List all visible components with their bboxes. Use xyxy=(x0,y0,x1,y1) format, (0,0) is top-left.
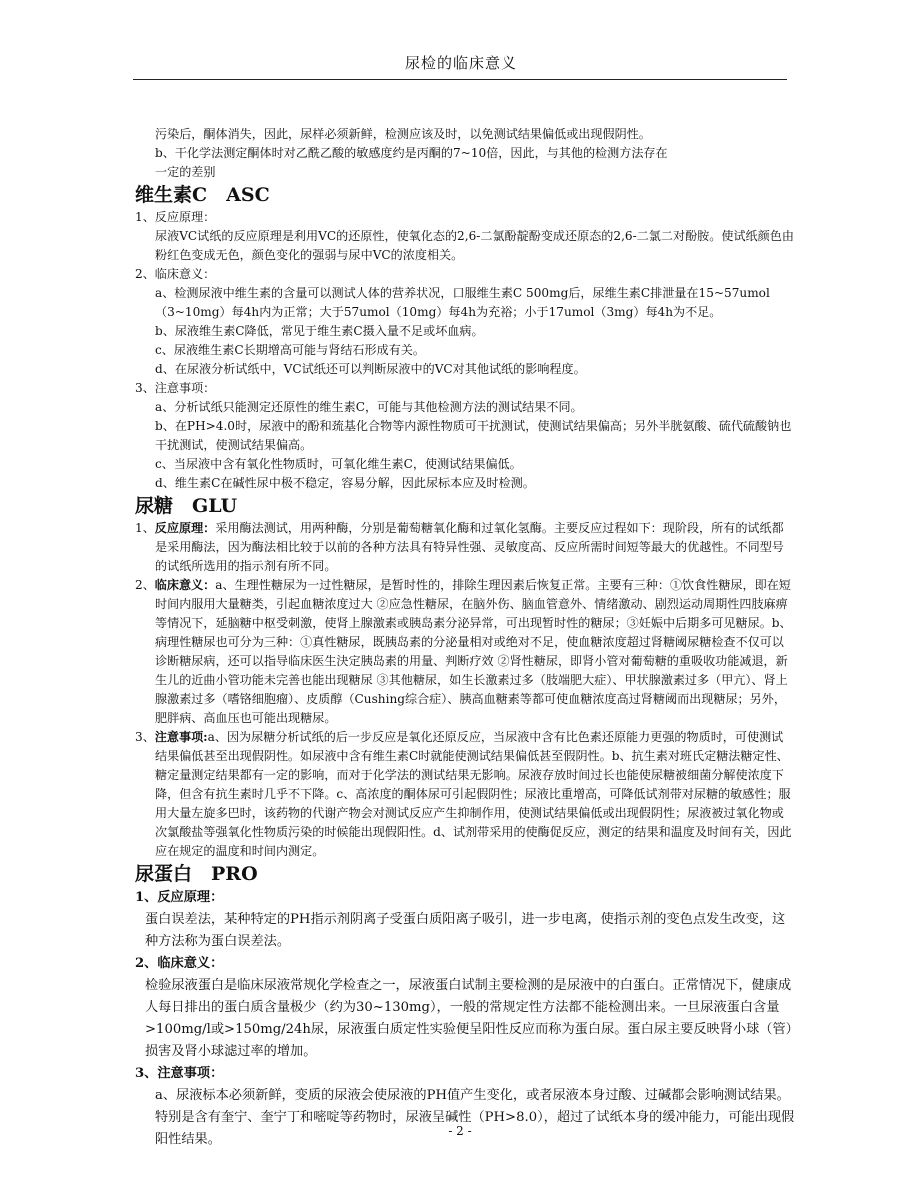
intro-line-1: 污染后，酮体消失，因此，尿样必须新鲜，检测应该及时，以免测试结果偏低或出现假阴性。 xyxy=(155,127,651,141)
pro-notes-label: 3、注意事项： xyxy=(135,1066,224,1081)
pro-principle-heading xyxy=(135,887,795,909)
vc-principle-heading: 1、反应原理： xyxy=(135,210,216,224)
vc-notes-c: c、当尿液中含有氧化性物质时，可氧化维生素C，使测试结果偏低。 xyxy=(155,457,522,471)
glu-notes-label: 注意事项: xyxy=(154,730,208,744)
vc-significance-c: c、尿液维生素C长期增高可能与肾结石形成有关。 xyxy=(155,343,425,357)
pro-principle-label: 1、反应原理： xyxy=(135,890,224,905)
intro-line-3: 一定的差别 xyxy=(155,165,216,179)
pro-notes-heading xyxy=(135,1063,795,1085)
section-title-glu: 尿糖 GLU xyxy=(135,495,238,517)
vc-notes-d: d、维生素C在碱性尿中极不稳定，容易分解，因此尿标本应及时检测。 xyxy=(155,476,535,490)
glu-notes xyxy=(135,728,795,861)
vc-significance-b: b、尿液维生素C降低，常见于维生素C摄入量不足或坏血病。 xyxy=(155,324,484,338)
page-number: - 2 - xyxy=(448,1124,472,1138)
glu-notes-body: a、因为尿糖分析试纸的后一步反应是氧化还原反应，当尿液中含有比色素还原能力更强的物质时，可使测试结果偏低甚至出现假阴性。如尿液中含有维生素C时就能使测试结果偏低甚至假阴性。b、抗生素对班氏定糖法糖定性、糖定量测定结果都有一定的影响，而对于化学法的测试结果无影响。尿液存放时间过长也能使尿糖被细菌分解使浓度下降，但含有抗生素时几乎不下降。c、高浓度的酮体尿可引起假阴性；尿液比重增高，可降低试剂带对尿糖的敏感性；服用大量左旋多巴时，该药物的代谢产物会对测试反应产生抑制作用，使测试结果偏低或出现假阴性；尿液被过氧化物或次氯酸盐等强氧化性物质污染的时候能出现假阳性。d、试剂带采用的使酶促反应，测定的结果和温度及时间有关，因此应在规定的温度和时间内测定。 xyxy=(155,730,792,858)
pro-notes-body: a、尿液标本必须新鲜，变质的尿液会使尿液的PH值产生变化，或者尿液本身过酸、过碱都会影响测试结果。特别是含有奎宁、奎宁丁和嘧啶等药物时，尿液呈碱性（PH>8.0），超过了试纸本身的缓冲能力，可能出现假阳性结果。 xyxy=(155,1088,795,1147)
vc-significance-a: a、检测尿液中维生素的含量可以测试人体的营养状况，口服维生素C 500mg后，尿维生素C排泄量在15~57umol（3~10mg）每4h内为正常；大于57umol（10mg）每4h为充裕；小于17umol（3mg）每4h为不足。 xyxy=(155,286,770,319)
section-title-vc: 维生素C ASC xyxy=(135,184,270,206)
vc-principle-body: 尿液VC试纸的反应原理是利用VC的还原性，使氧化态的2,6-二氯酚靛酚变成还原态的2,6-二氯二对酚胺。使试纸颜色由粉红色变成无色，颜色变化的强弱与尿中VC的浓度相关。 xyxy=(155,229,794,262)
vc-notes-b: b、在PH>4.0时，尿液中的酚和巯基化合物等内源性物质可干扰测试，使测试结果偏高；另外半胱氨酸、硫代硫酸钠也干扰测试，使测试结果偏高。 xyxy=(155,419,792,452)
glu-principle-body: 采用酶法测试，用两种酶，分别是葡萄糖氧化酶和过氧化氢酶。主要反应过程如下：现阶段，所有的试纸都是采用酶法，因为酶法相比较于以前的各种方法具有特异性强、灵敏度高、反应所需时间短等最大的优越性。不同型号的试纸所选用的指示剂有所不同。 xyxy=(155,521,784,573)
pro-principle-body: 蛋白误差法，某种特定的PH指示剂阴离子受蛋白质阳离子吸引，进一步电离，使指示剂的变色点发生改变，这种方法称为蛋白误差法。 xyxy=(145,912,786,949)
page-header-title: 尿检的临床意义 xyxy=(404,54,517,72)
glu-significance-body: a、生理性糖尿为一过性糖尿，是暂时性的，排除生理因素后恢复正常。主要有三种：①饮食性糖尿，即在短时间内服用大量糖类，引起血糖浓度过大 ②应急性糖尿，在脑外伤、脑血管意外、情绪激动、剧烈运动周期性四肢麻痹等情况下，延脑糖中枢受刺激，使肾上腺激素或胰岛素分泌异常，可出现暂时性的糖尿；③妊娠中后期多可见糖尿。b、病理性糖尿也可分为三种：①真性糖尿，既胰岛素的分泌量相对或绝对不足，使血糖浓度超过肾糖阈尿糖检查不仅可以诊断糖尿病，还可以指导临床医生決定胰岛素的用量、判断疗效 ②肾性糖尿，即肾小管对葡萄糖的重吸收功能减退，新生儿的近曲小管功能未完善也能出现糖尿 ③其他糖尿，如生长激素过多（肢端肥大症）、甲状腺激素过多（甲亢）、肾上腺激素过多（嗜铬细胞瘤）、皮质醇（Cushing综合症）、胰高血糖素等都可使血糖浓度高过肾糖阈而出现糖尿；另外，肥胖病、高血压也可能出现糖尿。 xyxy=(155,578,792,725)
document-body xyxy=(135,125,795,1151)
header-divider xyxy=(133,79,787,80)
pro-significance-label: 2、临床意义： xyxy=(135,956,224,971)
glu-principle xyxy=(135,519,795,576)
section-title-pro: 尿蛋白 PRO xyxy=(135,863,258,885)
pro-significance-body: 检验尿液蛋白是临床尿液常规化学检查之一，尿液蛋白试制主要检测的是尿液中的白蛋白。正常情况下，健康成人每日排出的蛋白质含量极少（约为30~130mg），一般的常规定性方法都不能检测出来。一旦尿液蛋白含量>100mg/l或>150mg/24h尿，尿液蛋白质定性实验便呈阳性反应而称为蛋白尿。蛋白尿主要反映肾小球（管）损害及肾小球滤过率的增加。 xyxy=(145,978,793,1059)
glu-notes-number: 3、 xyxy=(135,730,155,744)
intro-line-2: b、干化学法测定酮体时对乙酰乙酸的敏感度约是丙酮的7~10倍，因此，与其他的检测方法存在 xyxy=(155,146,668,160)
pro-section xyxy=(135,887,795,1151)
glu-significance xyxy=(135,576,795,728)
vc-significance-d: d、在尿液分析试纸中，VC试纸还可以判断尿液中的VC对其他试纸的影响程度。 xyxy=(155,362,586,376)
glu-principle-label: 反应原理： xyxy=(154,521,216,535)
vc-significance-heading: 2、临床意义： xyxy=(135,267,216,281)
vc-notes-a: a、分析试纸只能测定还原性的维生素C，可能与其他检测方法的测试结果不同。 xyxy=(155,400,583,414)
glu-significance-number: 2、 xyxy=(135,578,155,592)
vc-notes-heading: 3、注意事项： xyxy=(135,381,216,395)
pro-significance-heading xyxy=(135,953,795,975)
glu-significance-label: 临床意义： xyxy=(154,578,216,592)
glu-principle-number: 1、 xyxy=(135,521,155,535)
